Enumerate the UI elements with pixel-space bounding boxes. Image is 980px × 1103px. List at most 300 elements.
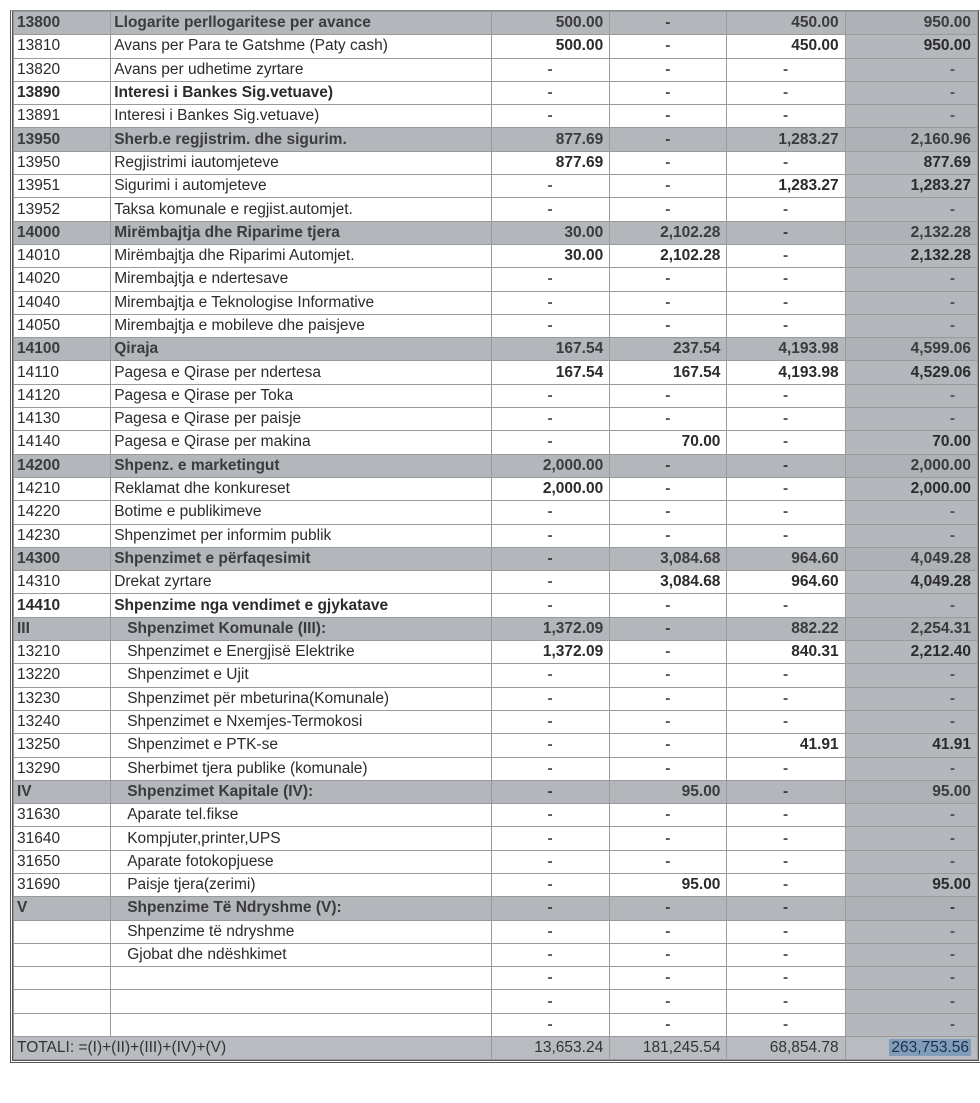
account-code-cell: 14100 (14, 338, 111, 361)
table-row (14, 617, 978, 640)
table-row (14, 477, 978, 500)
amount-col-c-cell: 964.60 (727, 571, 845, 594)
account-code-cell (14, 990, 111, 1013)
table-row (14, 81, 978, 104)
amount-col-c-cell: - (727, 431, 845, 454)
row-total-cell: - (845, 990, 977, 1013)
row-total-cell: 4,049.28 (845, 571, 977, 594)
row-total-cell: - (845, 710, 977, 733)
amount-col-a-cell: 1,372.09 (491, 617, 609, 640)
account-code-cell: 14000 (14, 221, 111, 244)
table-row (14, 105, 978, 128)
row-total-cell: 4,529.06 (845, 361, 977, 384)
row-total-cell: - (845, 920, 977, 943)
row-total-cell: - (845, 757, 977, 780)
amount-col-a-cell: - (491, 967, 609, 990)
amount-col-c-cell: - (727, 827, 845, 850)
row-total-cell: - (845, 198, 977, 221)
amount-col-b-cell: - (610, 967, 727, 990)
amount-col-c-cell: - (727, 454, 845, 477)
row-total-cell: 70.00 (845, 431, 977, 454)
amount-col-b-cell: - (610, 827, 727, 850)
description-cell: Llogarite perllogaritese per avance (111, 12, 492, 35)
amount-col-c-cell: 882.22 (727, 617, 845, 640)
description-cell: Shpenz. e marketingut (111, 454, 492, 477)
amount-col-a-cell: - (491, 687, 609, 710)
amount-col-b-cell: - (610, 943, 727, 966)
amount-col-c-cell: - (727, 804, 845, 827)
amount-col-a-cell: 30.00 (491, 244, 609, 267)
row-total-cell: - (845, 804, 977, 827)
table-row (14, 151, 978, 174)
account-code-cell: 14110 (14, 361, 111, 384)
row-total-cell: 950.00 (845, 35, 977, 58)
amount-col-c-cell: - (727, 710, 845, 733)
amount-col-c-cell: - (727, 664, 845, 687)
amount-col-c-cell: - (727, 990, 845, 1013)
row-total-cell: - (845, 81, 977, 104)
row-total-cell: 95.00 (845, 873, 977, 896)
table-row (14, 687, 978, 710)
amount-col-a-cell: 167.54 (491, 361, 609, 384)
amount-col-c-cell: 1,283.27 (727, 128, 845, 151)
row-total-cell: 2,254.31 (845, 617, 977, 640)
amount-col-c-cell: 840.31 (727, 641, 845, 664)
amount-col-c-cell: 450.00 (727, 35, 845, 58)
amount-col-c-cell: 964.60 (727, 547, 845, 570)
account-code-cell: 14120 (14, 384, 111, 407)
table-row (14, 873, 978, 896)
amount-col-b-cell: - (610, 920, 727, 943)
expense-table-sheet (10, 10, 980, 1063)
amount-col-c-cell: - (727, 524, 845, 547)
table-row (14, 990, 978, 1013)
description-cell: Mirembajtja e Teknologise Informative (111, 291, 492, 314)
description-cell: Pagesa e Qirase per ndertesa (111, 361, 492, 384)
amount-col-a-cell: - (491, 710, 609, 733)
amount-col-b-cell: - (610, 81, 727, 104)
amount-col-c-cell: - (727, 1013, 845, 1036)
row-total-cell: - (845, 105, 977, 128)
amount-col-c-cell: - (727, 244, 845, 267)
amount-col-b-cell: - (610, 175, 727, 198)
amount-col-a-cell: - (491, 1013, 609, 1036)
account-code-cell: 31650 (14, 850, 111, 873)
table-row (14, 594, 978, 617)
amount-col-a-cell: - (491, 524, 609, 547)
amount-col-c-cell: 4,193.98 (727, 338, 845, 361)
amount-col-c-cell: - (727, 105, 845, 128)
description-cell: Botime e publikimeve (111, 501, 492, 524)
amount-col-c-cell: - (727, 594, 845, 617)
amount-col-b-cell: - (610, 291, 727, 314)
account-code-cell (14, 1013, 111, 1036)
row-total-cell: - (845, 943, 977, 966)
account-code-cell: 31640 (14, 827, 111, 850)
account-code-cell (14, 920, 111, 943)
row-total-cell: 4,599.06 (845, 338, 977, 361)
row-total-cell: - (845, 664, 977, 687)
account-code-cell: 13220 (14, 664, 111, 687)
expense-table (13, 11, 978, 1060)
table-row (14, 943, 978, 966)
amount-col-b-cell: - (610, 477, 727, 500)
amount-col-c-cell: - (727, 58, 845, 81)
amount-col-b-cell: - (610, 384, 727, 407)
amount-col-c-cell: - (727, 943, 845, 966)
amount-col-a-cell: - (491, 920, 609, 943)
table-row (14, 198, 978, 221)
account-code-cell: 14300 (14, 547, 111, 570)
account-code-cell: 14020 (14, 268, 111, 291)
table-row (14, 641, 978, 664)
amount-col-b-cell: - (610, 850, 727, 873)
totals-row (14, 1037, 978, 1060)
table-row (14, 244, 978, 267)
expense-table-body (14, 12, 978, 1037)
description-cell: Pagesa e Qirase per Toka (111, 384, 492, 407)
amount-col-b-cell: 2,102.28 (610, 221, 727, 244)
table-row (14, 1013, 978, 1036)
amount-col-b-cell: - (610, 524, 727, 547)
description-cell: Shpenzimet e Energjisë Elektrike (111, 641, 492, 664)
amount-col-b-cell: - (610, 757, 727, 780)
account-code-cell: III (14, 617, 111, 640)
amount-col-a-cell: - (491, 547, 609, 570)
table-row (14, 501, 978, 524)
amount-col-c-cell: - (727, 757, 845, 780)
account-code-cell: 14010 (14, 244, 111, 267)
row-total-cell: - (845, 58, 977, 81)
description-cell: Mirëmbajtja dhe Riparimi Automjet. (111, 244, 492, 267)
table-row (14, 547, 978, 570)
amount-col-c-cell: - (727, 920, 845, 943)
description-cell: Shpenzimet Kapitale (IV): (111, 780, 492, 803)
description-cell: Mirembajtja e mobileve dhe paisjeve (111, 314, 492, 337)
table-row (14, 221, 978, 244)
table-row (14, 431, 978, 454)
amount-col-a-cell: - (491, 594, 609, 617)
description-cell: Paisje tjera(zerimi) (111, 873, 492, 896)
account-code-cell: 14210 (14, 477, 111, 500)
account-code-cell (14, 967, 111, 990)
amount-col-a-cell: - (491, 873, 609, 896)
table-row (14, 175, 978, 198)
amount-col-c-cell: 450.00 (727, 12, 845, 35)
account-code-cell: 14230 (14, 524, 111, 547)
row-total-cell: - (845, 408, 977, 431)
table-row (14, 58, 978, 81)
description-cell: Mirëmbajtja dhe Riparime tjera (111, 221, 492, 244)
grand-total-cell[interactable] (845, 1037, 977, 1060)
amount-col-a-cell: 167.54 (491, 338, 609, 361)
description-cell: Interesi i Bankes Sig.vetuave) (111, 81, 492, 104)
description-cell: Aparate fotokopjuese (111, 850, 492, 873)
amount-col-b-cell: - (610, 594, 727, 617)
description-cell: Sigurimi i automjeteve (111, 175, 492, 198)
table-row (14, 524, 978, 547)
description-cell: Shpenzimet e Nxemjes-Termokosi (111, 710, 492, 733)
table-row (14, 384, 978, 407)
amount-col-b-cell: 3,084.68 (610, 571, 727, 594)
amount-col-c-cell: 41.91 (727, 734, 845, 757)
table-row (14, 734, 978, 757)
amount-col-c-cell: - (727, 873, 845, 896)
totals-col-b: 181,245.54 (610, 1037, 727, 1060)
description-cell: Shpenzimet Komunale (III): (111, 617, 492, 640)
row-total-cell: - (845, 384, 977, 407)
amount-col-c-cell: - (727, 198, 845, 221)
amount-col-b-cell: - (610, 710, 727, 733)
amount-col-b-cell: - (610, 105, 727, 128)
description-cell (111, 990, 492, 1013)
description-cell: Regjistrimi iautomjeteve (111, 151, 492, 174)
amount-col-a-cell: - (491, 850, 609, 873)
amount-col-b-cell: 95.00 (610, 873, 727, 896)
description-cell: Shpenzime të ndryshme (111, 920, 492, 943)
table-row (14, 128, 978, 151)
amount-col-c-cell: - (727, 780, 845, 803)
amount-col-b-cell: - (610, 804, 727, 827)
amount-col-a-cell: - (491, 408, 609, 431)
description-cell: Taksa komunale e regjist.automjet. (111, 198, 492, 221)
amount-col-a-cell: - (491, 780, 609, 803)
table-row (14, 314, 978, 337)
description-cell: Shpenzimet e Ujit (111, 664, 492, 687)
row-total-cell: 877.69 (845, 151, 977, 174)
amount-col-b-cell: - (610, 990, 727, 1013)
amount-col-b-cell: - (610, 501, 727, 524)
amount-col-a-cell: 877.69 (491, 128, 609, 151)
table-row (14, 757, 978, 780)
amount-col-c-cell: 1,283.27 (727, 175, 845, 198)
account-code-cell: 13810 (14, 35, 111, 58)
row-total-cell: 950.00 (845, 12, 977, 35)
description-cell: Shpenzimet per informim publik (111, 524, 492, 547)
amount-col-b-cell: - (610, 617, 727, 640)
amount-col-c-cell: - (727, 81, 845, 104)
table-row (14, 35, 978, 58)
amount-col-a-cell: 877.69 (491, 151, 609, 174)
amount-col-a-cell: - (491, 431, 609, 454)
account-code-cell: 13950 (14, 151, 111, 174)
amount-col-a-cell: - (491, 804, 609, 827)
table-row (14, 408, 978, 431)
row-total-cell: - (845, 594, 977, 617)
amount-col-c-cell: - (727, 268, 845, 291)
account-code-cell: 13230 (14, 687, 111, 710)
amount-col-b-cell: - (610, 687, 727, 710)
amount-col-a-cell: - (491, 943, 609, 966)
amount-col-a-cell: - (491, 384, 609, 407)
table-row (14, 827, 978, 850)
table-row (14, 804, 978, 827)
amount-col-c-cell: - (727, 408, 845, 431)
account-code-cell: 13250 (14, 734, 111, 757)
table-row (14, 897, 978, 920)
row-total-cell: 1,283.27 (845, 175, 977, 198)
row-total-cell: - (845, 291, 977, 314)
amount-col-b-cell: - (610, 35, 727, 58)
account-code-cell: 13820 (14, 58, 111, 81)
row-total-cell: 4,049.28 (845, 547, 977, 570)
description-cell: Drekat zyrtare (111, 571, 492, 594)
amount-col-b-cell: - (610, 897, 727, 920)
amount-col-a-cell: - (491, 990, 609, 1013)
amount-col-b-cell: 70.00 (610, 431, 727, 454)
row-total-cell: 2,212.40 (845, 641, 977, 664)
row-total-cell: - (845, 850, 977, 873)
row-total-cell: 2,000.00 (845, 477, 977, 500)
account-code-cell: 14220 (14, 501, 111, 524)
description-cell: Shpenzimet e përfaqesimit (111, 547, 492, 570)
amount-col-b-cell: - (610, 198, 727, 221)
account-code-cell: 13891 (14, 105, 111, 128)
amount-col-b-cell: 237.54 (610, 338, 727, 361)
row-total-cell: - (845, 501, 977, 524)
description-cell: Shpenzimet për mbeturina(Komunale) (111, 687, 492, 710)
amount-col-b-cell: 95.00 (610, 780, 727, 803)
account-code-cell: 14310 (14, 571, 111, 594)
description-cell: Gjobat dhe ndëshkimet (111, 943, 492, 966)
row-total-cell: 2,132.28 (845, 221, 977, 244)
amount-col-b-cell: - (610, 641, 727, 664)
amount-col-c-cell: - (727, 477, 845, 500)
row-total-cell: - (845, 524, 977, 547)
amount-col-c-cell: - (727, 687, 845, 710)
account-code-cell: 13290 (14, 757, 111, 780)
amount-col-c-cell: - (727, 967, 845, 990)
table-row (14, 291, 978, 314)
description-cell: Interesi i Bankes Sig.vetuave) (111, 105, 492, 128)
row-total-cell: - (845, 827, 977, 850)
account-code-cell: 14130 (14, 408, 111, 431)
amount-col-b-cell: - (610, 151, 727, 174)
amount-col-b-cell: - (610, 128, 727, 151)
table-row (14, 361, 978, 384)
amount-col-a-cell: - (491, 81, 609, 104)
row-total-cell: - (845, 897, 977, 920)
row-total-cell: 41.91 (845, 734, 977, 757)
amount-col-b-cell: - (610, 268, 727, 291)
amount-col-a-cell: - (491, 664, 609, 687)
amount-col-a-cell: - (491, 268, 609, 291)
amount-col-b-cell: - (610, 58, 727, 81)
description-cell: Sherbimet tjera publike (komunale) (111, 757, 492, 780)
amount-col-b-cell: - (610, 734, 727, 757)
row-total-cell: - (845, 967, 977, 990)
account-code-cell: IV (14, 780, 111, 803)
row-total-cell: - (845, 1013, 977, 1036)
totals-col-a: 13,653.24 (491, 1037, 609, 1060)
amount-col-a-cell: 500.00 (491, 12, 609, 35)
amount-col-a-cell: 500.00 (491, 35, 609, 58)
description-cell: Shpenzimet e PTK-se (111, 734, 492, 757)
account-code-cell: V (14, 897, 111, 920)
account-code-cell: 31690 (14, 873, 111, 896)
totals-label: TOTALI: =(I)+(II)+(III)+(IV)+(V) (14, 1037, 492, 1060)
amount-col-a-cell: - (491, 501, 609, 524)
table-row (14, 571, 978, 594)
amount-col-a-cell: 1,372.09 (491, 641, 609, 664)
amount-col-c-cell: - (727, 850, 845, 873)
account-code-cell: 13210 (14, 641, 111, 664)
account-code-cell: 13951 (14, 175, 111, 198)
amount-col-a-cell: - (491, 571, 609, 594)
amount-col-a-cell: 30.00 (491, 221, 609, 244)
description-cell: Kompjuter,printer,UPS (111, 827, 492, 850)
row-total-cell: 2,000.00 (845, 454, 977, 477)
amount-col-a-cell: - (491, 291, 609, 314)
table-row (14, 920, 978, 943)
description-cell: Aparate tel.fikse (111, 804, 492, 827)
table-row (14, 780, 978, 803)
amount-col-a-cell: - (491, 757, 609, 780)
amount-col-b-cell: - (610, 408, 727, 431)
description-cell: Shpenzime nga vendimet e gjykatave (111, 594, 492, 617)
description-cell: Avans per udhetime zyrtare (111, 58, 492, 81)
amount-col-a-cell: 2,000.00 (491, 454, 609, 477)
amount-col-a-cell: - (491, 105, 609, 128)
amount-col-b-cell: - (610, 1013, 727, 1036)
amount-col-a-cell: - (491, 734, 609, 757)
account-code-cell: 13952 (14, 198, 111, 221)
table-row (14, 664, 978, 687)
account-code-cell: 31630 (14, 804, 111, 827)
grand-total-value: 263,753.56 (891, 1039, 969, 1057)
table-row (14, 710, 978, 733)
description-cell: Pagesa e Qirase per paisje (111, 408, 492, 431)
amount-col-a-cell: - (491, 58, 609, 81)
row-total-cell: - (845, 268, 977, 291)
amount-col-a-cell: 2,000.00 (491, 477, 609, 500)
description-cell: Reklamat dhe konkureset (111, 477, 492, 500)
account-code-cell: 14050 (14, 314, 111, 337)
row-total-cell: 2,160.96 (845, 128, 977, 151)
description-cell: Sherb.e regjistrim. dhe sigurim. (111, 128, 492, 151)
account-code-cell: 14410 (14, 594, 111, 617)
account-code-cell: 13800 (14, 12, 111, 35)
amount-col-c-cell: 4,193.98 (727, 361, 845, 384)
description-cell: Mirembajtja e ndertesave (111, 268, 492, 291)
amount-col-a-cell: - (491, 175, 609, 198)
row-total-cell: - (845, 687, 977, 710)
row-total-cell: 95.00 (845, 780, 977, 803)
amount-col-c-cell: - (727, 501, 845, 524)
amount-col-b-cell: 3,084.68 (610, 547, 727, 570)
amount-col-a-cell: - (491, 314, 609, 337)
account-code-cell: 13950 (14, 128, 111, 151)
amount-col-b-cell: - (610, 454, 727, 477)
amount-col-c-cell: - (727, 314, 845, 337)
description-cell: Shpenzime Të Ndryshme (V): (111, 897, 492, 920)
account-code-cell: 13890 (14, 81, 111, 104)
account-code-cell: 13240 (14, 710, 111, 733)
amount-col-c-cell: - (727, 151, 845, 174)
description-cell: Qiraja (111, 338, 492, 361)
amount-col-c-cell: - (727, 384, 845, 407)
amount-col-b-cell: 167.54 (610, 361, 727, 384)
amount-col-b-cell: - (610, 664, 727, 687)
account-code-cell: 14140 (14, 431, 111, 454)
description-cell (111, 967, 492, 990)
table-row (14, 12, 978, 35)
amount-col-a-cell: - (491, 827, 609, 850)
table-row (14, 850, 978, 873)
description-cell (111, 1013, 492, 1036)
amount-col-a-cell: - (491, 897, 609, 920)
table-row (14, 268, 978, 291)
